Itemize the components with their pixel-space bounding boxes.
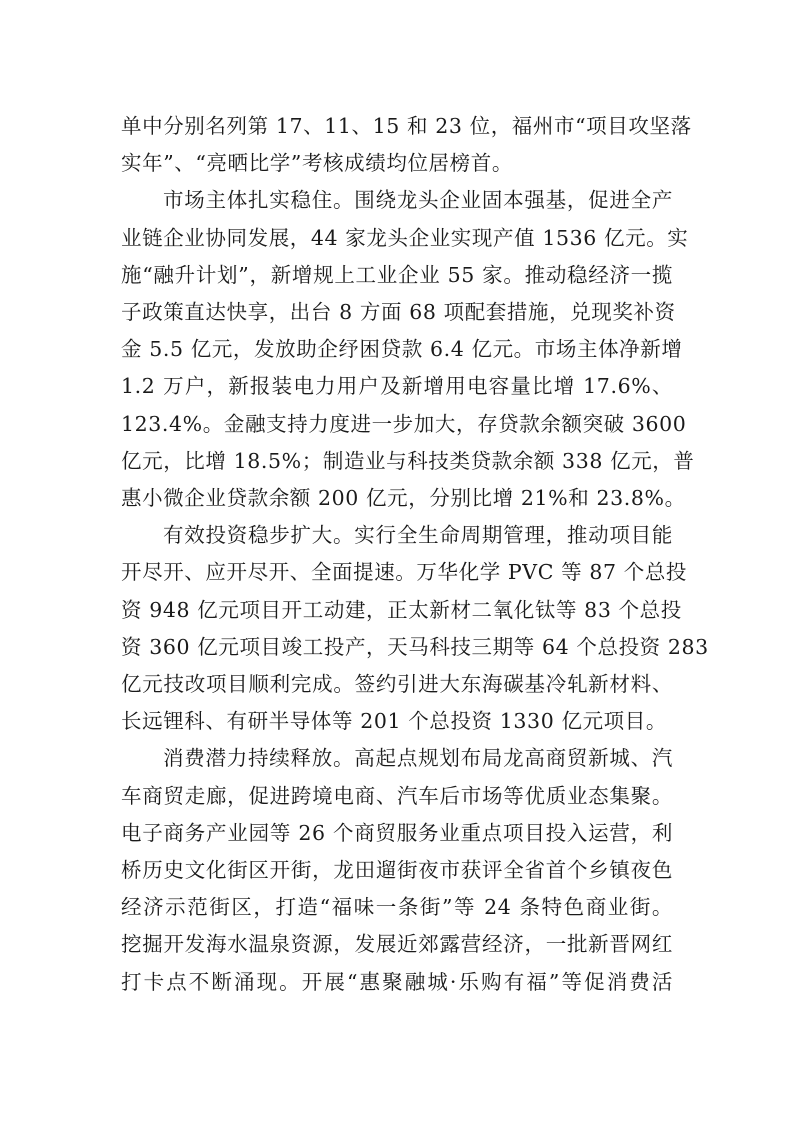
text-line: 有效投资稳步扩大。实行全生命周期管理，推动项目能 [163, 523, 673, 548]
text-line: 桥历史文化街区开街，龙田遛街夜市获评全省首个乡镇夜色 [121, 858, 673, 883]
text-line: 资 360 亿元项目竣工投产，天马科技三期等 64 个总投资 283 [121, 634, 709, 659]
document-page [121, 108, 709, 1001]
text-line: 市场主体扎实稳住。围绕龙头企业固本强基，促进全产 [163, 188, 673, 213]
text-line: 亿元技改项目顺利完成。签约引进大东海碳基冷轧新材料、 [121, 672, 673, 697]
text-line: 单中分别名列第 17、11、15 和 23 位，福州市“项目攻坚落 [121, 114, 692, 138]
paragraph-market-entities [121, 182, 695, 517]
text-line: 打卡点不断涌现。开展“惠聚融城·乐购有福”等促消费活 [121, 969, 673, 994]
text-line: 挖掘开发海水温泉资源，发展近郊露营经济，一批新晋网红 [121, 932, 673, 957]
paragraph-ranking-summary [121, 108, 692, 182]
text-line: 开尽开、应开尽开、全面提速。万华化学 PVC 等 87 个总投 [121, 560, 688, 585]
text-line: 施“融升计划”，新增规上工业企业 55 家。推动稳经济一揽 [121, 262, 673, 287]
text-line: 亿元，比增 18.5%；制造业与科技类贷款余额 338 亿元，普 [121, 448, 695, 473]
text-line: 长远锂科、有研半导体等 201 个总投资 1330 亿元项目。 [121, 709, 667, 734]
text-line: 子政策直达快享，出台 8 方面 68 项配套措施，兑现奖补资 [121, 300, 676, 325]
paragraph-effective-investment [121, 517, 709, 740]
text-line: 实年”、“亮晒比学”考核成绩均位居榜首。 [121, 151, 513, 176]
text-line: 资 948 亿元项目开工动建，正太新材二氧化钛等 83 个总投 [121, 597, 682, 622]
text-line: 123.4%。金融支持力度进一步加大，存贷款余额突破 3600 [121, 411, 687, 436]
paragraph-consumption-potential [121, 740, 673, 1000]
text-line: 业链企业协同发展，44 家龙头企业实现产值 1536 亿元。实 [121, 225, 689, 250]
text-line: 电子商务产业园等 26 个商贸服务业重点项目投入运营，利 [121, 820, 673, 845]
text-line: 金 5.5 亿元，发放助企纾困贷款 6.4 亿元。市场主体净新增 [121, 337, 683, 362]
text-line: 车商贸走廊，促进跨境电商、汽车后市场等优质业态集聚。 [121, 783, 673, 808]
text-line: 经济示范街区，打造“福味一条街”等 24 条特色商业街。 [121, 895, 673, 920]
text-line: 1.2 万户，新报装电力用户及新增用电容量比增 17.6%、 [121, 374, 673, 399]
text-line: 消费潜力持续释放。高起点规划布局龙高商贸新城、汽 [163, 746, 673, 771]
text-line: 惠小微企业贷款余额 200 亿元，分别比增 21%和 23.8%。 [121, 486, 686, 511]
